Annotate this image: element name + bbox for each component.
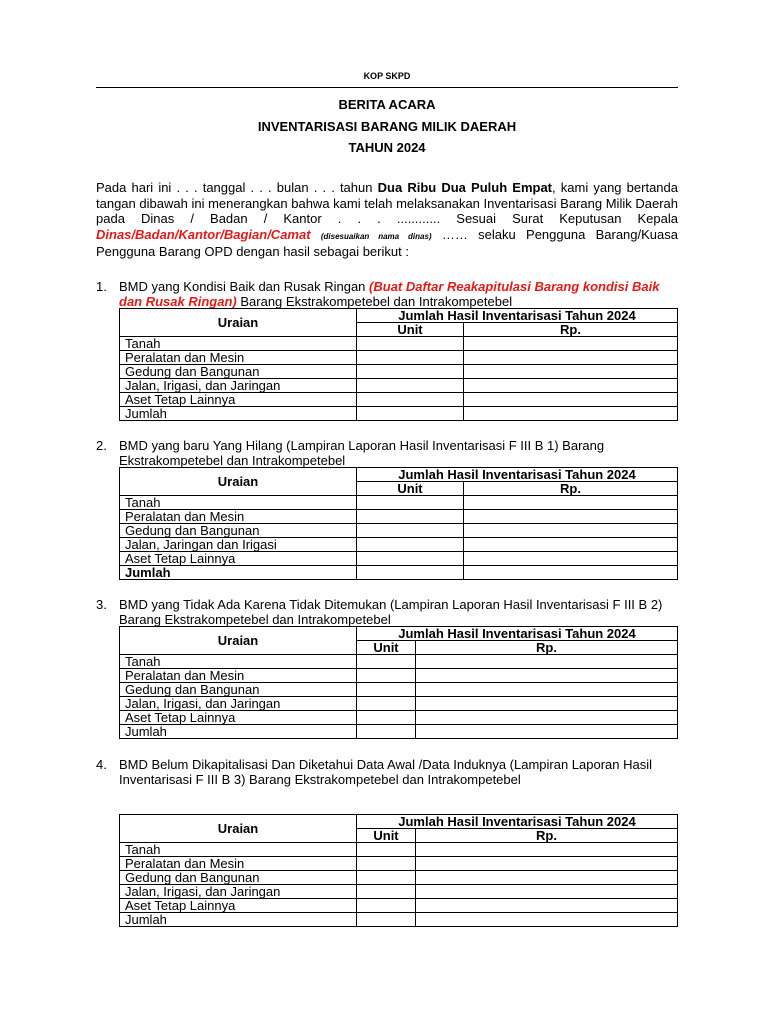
unit-cell[interactable] [357, 379, 464, 393]
unit-cell[interactable] [357, 524, 464, 538]
unit-cell[interactable] [357, 725, 416, 739]
row-label: Jumlah [120, 725, 357, 739]
row-label: Gedung dan Bangunan [120, 871, 357, 885]
rp-cell[interactable] [416, 697, 678, 711]
row-label: Jalan, Jaringan dan Irigasi [120, 538, 357, 552]
rp-cell[interactable] [416, 655, 678, 669]
row-label: Jumlah [120, 566, 357, 580]
section-number: 3. [96, 597, 107, 612]
table-row [120, 871, 678, 885]
table-row [120, 365, 678, 379]
unit-cell[interactable] [357, 913, 416, 927]
unit-cell[interactable] [357, 552, 464, 566]
rp-cell[interactable] [464, 552, 678, 566]
section-text: BMD yang Kondisi Baik dan Rusak Ringan [119, 279, 370, 294]
doc-year: TAHUN 2024 [348, 140, 426, 155]
header-uraian: Uraian [120, 309, 357, 337]
rp-cell[interactable] [416, 711, 678, 725]
table-row [120, 393, 678, 407]
table-row [120, 913, 678, 927]
unit-cell[interactable] [357, 669, 416, 683]
inventory-table-1 [119, 308, 678, 421]
intro-text-2: , kami yang bertanda tangan dibawah ini menerangkan bahwa kami telah melaksanakan Inventarisasi Barang Milik Daerah pada Dinas / Badan / Kantor . . . ............ Sesuai Surat Keputusan Kepala [96, 180, 678, 226]
unit-cell[interactable] [357, 885, 416, 899]
unit-cell[interactable] [357, 655, 416, 669]
section-text: BMD yang baru Yang Hilang (Lampiran Laporan Hasil Inventarisasi F III B 1) Barang Ekstrakompetebel dan Intrakompetebel [119, 438, 605, 468]
header-unit: Unit [357, 482, 464, 496]
header-unit: Unit [357, 829, 416, 843]
inventory-table-2 [119, 467, 678, 580]
row-label: Peralatan dan Mesin [120, 510, 357, 524]
intro-red-org: Dinas/Badan/Kantor/Bagian/Camat [96, 226, 311, 242]
rp-cell[interactable] [464, 393, 678, 407]
rp-cell[interactable] [464, 496, 678, 510]
header-rp: Rp. [464, 482, 678, 496]
rp-cell[interactable] [464, 365, 678, 379]
rp-cell[interactable] [416, 885, 678, 899]
intro-text-1: Pada hari ini . . . tanggal . . . bulan . . . tahun [96, 180, 378, 195]
intro-year-words: Dua Ribu Dua Puluh Empat [377, 180, 553, 195]
unit-cell[interactable] [357, 510, 464, 524]
row-label: Tanah [120, 496, 357, 510]
row-label: Tanah [120, 655, 357, 669]
rp-cell[interactable] [464, 538, 678, 552]
table-row [120, 538, 678, 552]
row-label: Aset Tetap Lainnya [120, 552, 357, 566]
unit-cell[interactable] [357, 407, 464, 421]
rp-cell[interactable] [464, 337, 678, 351]
rp-cell[interactable] [464, 510, 678, 524]
inventory-table-4 [119, 814, 678, 927]
row-label: Peralatan dan Mesin [120, 669, 357, 683]
header-rp: Rp. [464, 323, 678, 337]
rp-cell[interactable] [464, 379, 678, 393]
header-divider [96, 87, 678, 88]
table-row [120, 857, 678, 871]
table-row [120, 885, 678, 899]
section-text-tail: Barang Ekstrakompetebel dan Intrakompetebel [236, 294, 513, 309]
row-label: Jumlah [120, 407, 357, 421]
section-text: BMD Belum Dikapitalisasi Dan Diketahui Data Awal /Data Induknya (Lampiran Laporan Hasil Inventarisasi F III B 3) Barang Ekstrakompetebel dan Intrakompetebel [119, 757, 653, 787]
table-row [120, 669, 678, 683]
table-row [120, 379, 678, 393]
rp-cell[interactable] [416, 871, 678, 885]
unit-cell[interactable] [357, 683, 416, 697]
unit-cell[interactable] [357, 857, 416, 871]
row-label: Aset Tetap Lainnya [120, 711, 357, 725]
kop-header: KOP SKPD [363, 71, 411, 81]
section-4 [96, 757, 678, 787]
header-jumlah: Jumlah Hasil Inventarisasi Tahun 2024 [357, 815, 678, 829]
rp-cell[interactable] [464, 407, 678, 421]
section-number: 4. [96, 757, 107, 772]
unit-cell[interactable] [357, 697, 416, 711]
section-text: BMD yang Tidak Ada Karena Tidak Ditemukan (Lampiran Laporan Hasil Inventarisasi F III B 2) Barang Ekstrakompetebel dan Intrakompetebel [119, 597, 663, 627]
section-2 [96, 438, 678, 468]
intro-text-3: …… selaku Pengguna Barang/Kuasa Pengguna Barang OPD dengan hasil sebagai berikut : [96, 226, 678, 259]
table-row [120, 725, 678, 739]
section-red-note: (Buat Daftar Reakapitulasi Barang kondisi Baik dan Rusak Ringan) [119, 279, 660, 309]
table-row [120, 566, 678, 580]
rp-cell[interactable] [416, 843, 678, 857]
row-label: Jumlah [120, 913, 357, 927]
unit-cell[interactable] [357, 871, 416, 885]
row-label: Peralatan dan Mesin [120, 351, 357, 365]
row-label: Gedung dan Bangunan [120, 524, 357, 538]
header-uraian: Uraian [120, 468, 357, 496]
unit-cell[interactable] [357, 711, 416, 725]
header-unit: Unit [357, 641, 416, 655]
table-row [120, 697, 678, 711]
unit-cell[interactable] [357, 351, 464, 365]
section-number: 2. [96, 438, 107, 453]
row-label: Jalan, Irigasi, dan Jaringan [120, 379, 357, 393]
unit-cell[interactable] [357, 365, 464, 379]
rp-cell[interactable] [464, 351, 678, 365]
table-row [120, 407, 678, 421]
rp-cell[interactable] [416, 725, 678, 739]
unit-cell[interactable] [357, 393, 464, 407]
unit-cell[interactable] [357, 538, 464, 552]
rp-cell[interactable] [416, 669, 678, 683]
rp-cell[interactable] [416, 899, 678, 913]
row-label: Jalan, Irigasi, dan Jaringan [120, 697, 357, 711]
rp-cell[interactable] [464, 566, 678, 580]
unit-cell[interactable] [357, 899, 416, 913]
row-label: Gedung dan Bangunan [120, 365, 357, 379]
table-row [120, 496, 678, 510]
row-label: Aset Tetap Lainnya [120, 899, 357, 913]
table-row [120, 552, 678, 566]
inventory-table-3 [119, 626, 678, 739]
row-label: Gedung dan Bangunan [120, 683, 357, 697]
intro-paragraph [96, 180, 678, 260]
section-3 [96, 597, 678, 627]
table-row [120, 843, 678, 857]
table-row [120, 655, 678, 669]
header-uraian: Uraian [120, 627, 357, 655]
header-uraian: Uraian [120, 815, 357, 843]
table-row [120, 683, 678, 697]
row-label: Tanah [120, 337, 357, 351]
section-1 [96, 279, 678, 309]
unit-cell[interactable] [357, 843, 416, 857]
rp-cell[interactable] [416, 683, 678, 697]
section-number: 1. [96, 279, 107, 294]
header-rp: Rp. [416, 829, 678, 843]
rp-cell[interactable] [464, 524, 678, 538]
header-jumlah: Jumlah Hasil Inventarisasi Tahun 2024 [357, 309, 678, 323]
header-jumlah: Jumlah Hasil Inventarisasi Tahun 2024 [357, 627, 678, 641]
header-unit: Unit [357, 323, 464, 337]
row-label: Peralatan dan Mesin [120, 857, 357, 871]
row-label: Tanah [120, 843, 357, 857]
doc-title: BERITA ACARA [338, 97, 436, 112]
unit-cell[interactable] [357, 337, 464, 351]
unit-cell[interactable] [357, 566, 464, 580]
header-rp: Rp. [416, 641, 678, 655]
unit-cell[interactable] [357, 496, 464, 510]
row-label: Jalan, Irigasi, dan Jaringan [120, 885, 357, 899]
row-label: Aset Tetap Lainnya [120, 393, 357, 407]
table-row [120, 899, 678, 913]
table-row [120, 524, 678, 538]
table-row [120, 351, 678, 365]
rp-cell[interactable] [416, 857, 678, 871]
header-jumlah: Jumlah Hasil Inventarisasi Tahun 2024 [357, 468, 678, 482]
table-row [120, 337, 678, 351]
rp-cell[interactable] [416, 913, 678, 927]
table-row [120, 711, 678, 725]
table-row [120, 510, 678, 524]
doc-subtitle: INVENTARISASI BARANG MILIK DAERAH [257, 119, 517, 134]
intro-note: (disesuaikan nama dinas) [320, 231, 432, 241]
